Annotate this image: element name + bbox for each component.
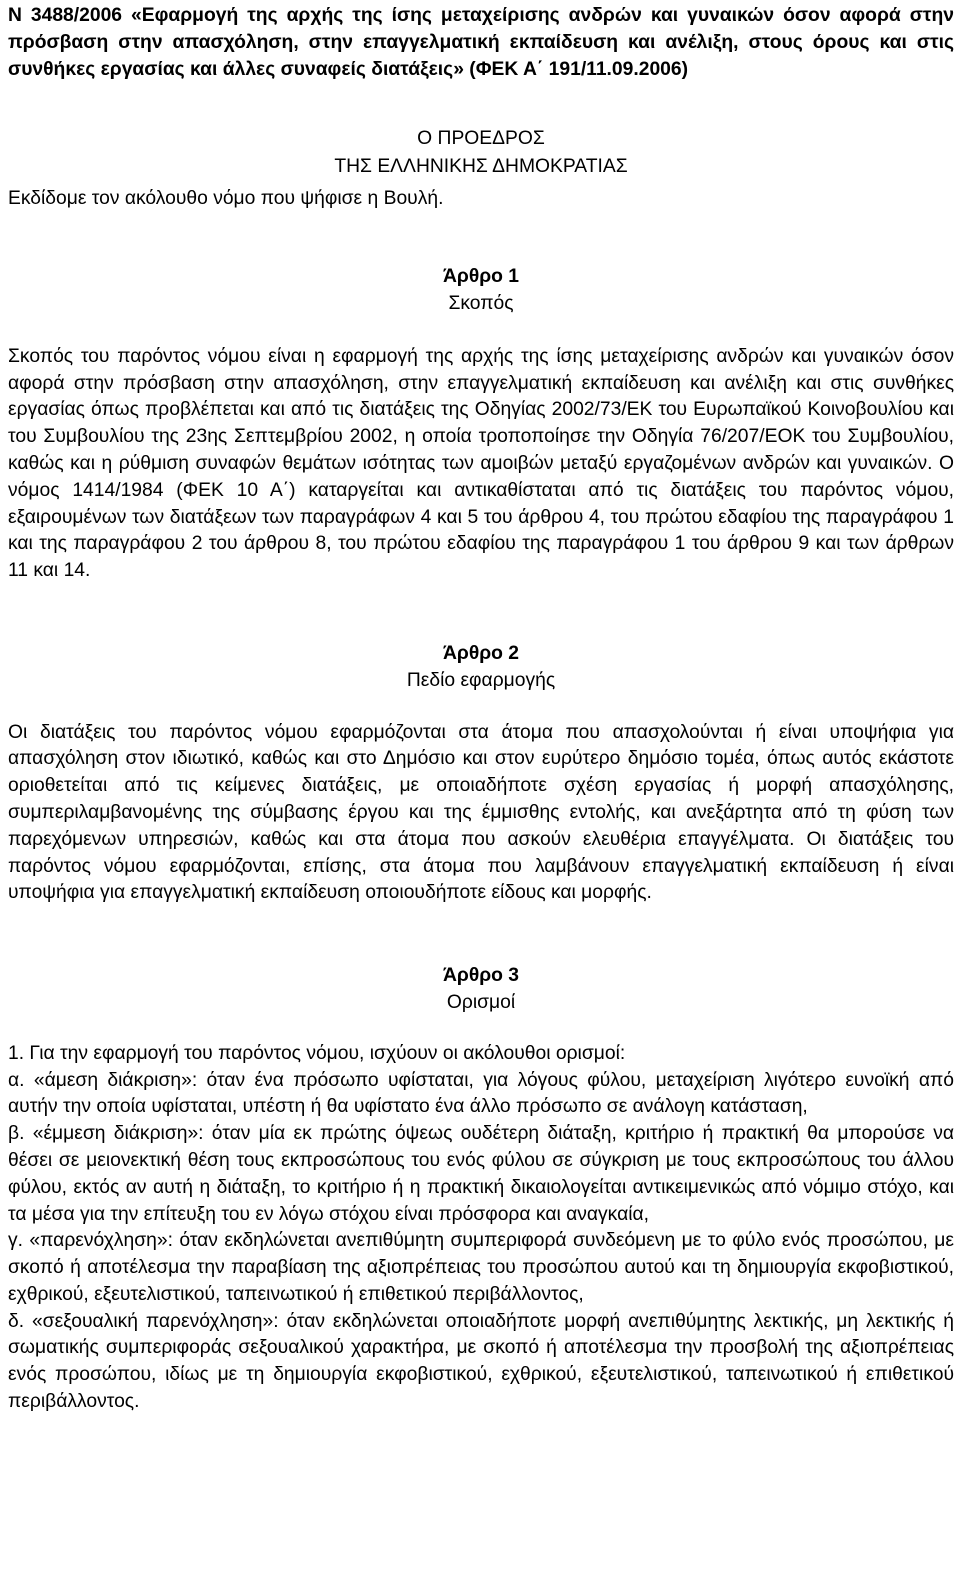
definition-sexual-harassment: δ. «σεξουαλική παρενόχληση»: όταν εκδηλώνεται οποιαδήποτε μορφή ανεπιθύμητης λεκτικής, μη λεκτικής ή σωματικής συμπεριφοράς σεξουαλικού χαρακτήρα, με σκοπό ή αποτέλεσμα την προσβολή της αξιοπρέπειας ενός προσώπου, ιδίως με τη δημιουργία εκφοβιστικού, εχθρικού, εξευτελιστικού, ταπεινωτικού ή επιθετικού περιβάλλοντος. xyxy=(8,1310,954,1413)
article-1-body xyxy=(8,344,954,585)
article-2-paragraph: Οι διατάξεις του παρόντος νόμου εφαρμόζονται στα άτομα που απασχολούνται ή είναι υποψήφια για απασχόληση στον ιδιωτικό, καθώς και στο Δημόσιο και στον ευρύτερο δημόσιο τομέα, όπως αυτός εκάστοτε οριοθετείται από τις κείμενες διατάξεις, με οποιαδήποτε σχέση εργασίας ή μορφή απασχόλησης, συμπεριλαμβανομένης της σύμβασης έργου και της έμμισθης εντολής, και ανεξάρτητα από τη φύση των παρεχόμενων υπηρεσιών, καθώς και στα άτομα που ασκούν ελευθέρια επαγγέλματα. Οι διατάξεις του παρόντος νόμου εφαρμόζονται, επίσης, στα άτομα που λαμβάνουν επαγγελματική εκπαίδευση ή είναι υποψήφια για επαγγελματική εκπαίδευση οποιουδήποτε είδους και μορφής. xyxy=(8,721,954,904)
issuer-line-republic: ΤΗΣ ΕΛΛΗΝΙΚΗΣ ΔΗΜΟΚΡΑΤΙΑΣ xyxy=(334,155,628,177)
article-3-number: Άρθρο 3 xyxy=(442,965,520,987)
article-1-number: Άρθρο 1 xyxy=(442,266,520,288)
article-3-body xyxy=(8,1041,954,1416)
law-title: Ν 3488/2006 «Εφαρμογή της αρχής της ίσης μεταχείρισης ανδρών και γυναικών όσον αφορά στην πρόσβαση στην απασχόληση, στην επαγγελματική εκπαίδευση και ανέλιξη, στους όρους και στις συνθήκες εργασίας και άλλες συναφείς διατάξεις» (ΦΕΚ Α΄ 191/11.09.2006) xyxy=(8,5,954,80)
issuer-line-president: Ο ΠΡΟΕΔΡΟΣ xyxy=(417,128,545,150)
issuer-block xyxy=(8,125,954,180)
article-2-body xyxy=(8,720,954,908)
article-2-heading xyxy=(8,641,954,695)
article-1-paragraph: Σκοπός του παρόντος νόμου είναι η εφαρμογή της αρχής της ίσης μεταχείρισης ανδρών και γυναικών όσον αφορά στην πρόσβαση στην απασχόληση, στην επαγγελματική εκπαίδευση και ανέλιξη και στις συνθήκες εργασίας όπως προβλέπεται και από τις διατάξεις της Οδηγίας 2002/73/ΕΚ του Ευρωπαϊκού Κοινοβουλίου και του Συμβουλίου της 23ης Σεπτεμβρίου 2002, η οποία τροποποίησε την Οδηγία 76/207/ΕΟΚ του Συμβουλίου, καθώς και η ρύθμιση συναφών θεμάτων ισότητας των αμοιβών μεταξύ εργαζομένων ανδρών και γυναικών. Ο νόμος 1414/1984 (ΦΕΚ 10 Α΄) καταργείται και αντικαθίσταται από τις διατάξεις του παρόντος νόμου, εξαιρουμένων των διατάξεων των παραγράφων 4 και 5 του άρθρου 4, του πρώτου εδαφίου της παραγράφου 1 και της παραγράφου 2 του άρθρου 8, του πρώτου εδαφίου της παραγράφου 1 του άρθρου 9 και των άρθρων 11 και 14. xyxy=(8,345,954,582)
definition-harassment: γ. «παρενόχληση»: όταν εκδηλώνεται ανεπιθύμητη συμπεριφορά συνδεόμενη με το φύλο ενός προσώπου, με σκοπό ή αποτέλεσμα την παραβίαση της αξιοπρέπειας του προσώπου αυτού και τη δημιουργία εκφοβιστικού, εχθρικού, εξευτελιστικού, ταπεινωτικού ή επιθετικού περιβάλλοντος, xyxy=(8,1230,954,1305)
article-3-title: Ορισμοί xyxy=(446,991,516,1013)
article-1-heading xyxy=(8,264,954,318)
article-3-heading xyxy=(8,963,954,1017)
enactment-clause: Εκδίδομε τον ακόλουθο νόμο που ψήφισε η Βουλή. xyxy=(8,188,444,210)
article-2-number: Άρθρο 2 xyxy=(442,642,520,664)
article-2-title: Πεδίο εφαρμογής xyxy=(406,669,556,691)
definition-indirect-discrimination: β. «έμμεση διάκριση»: όταν μία εκ πρώτης όψεως ουδέτερη διάταξη, κριτήριο ή πρακτική θα μπορούσε να θέσει σε μειονεκτική θέση τους εκπροσώπους του ενός φύλου σε σύγκριση με τους εκπροσώπους του άλλου φύλου, εκτός αν αυτή η διάταξη, το κριτήριο ή η πρακτική δικαιολογείται αντικειμενικώς από νόμιμο στόχο, και τα μέσα για την επίτευξη του εν λόγω στόχου είναι πρόσφορα και αναγκαία, xyxy=(8,1123,954,1225)
definition-direct-discrimination: α. «άμεση διάκριση»: όταν ένα πρόσωπο υφίσταται, για λόγους φύλου, μεταχείριση λιγότερο ευνοϊκή από αυτήν την οποία υφίσταται, υπέστη ή θα υφίστατο ένα άλλο πρόσωπο σε ανάλογη κατάσταση, xyxy=(8,1069,954,1118)
article-3-paragraph-intro: 1. Για την εφαρμογή του παρόντος νόμου, ισχύουν οι ακόλουθοι ορισμοί: xyxy=(8,1042,626,1064)
article-1-title: Σκοπός xyxy=(448,292,514,314)
